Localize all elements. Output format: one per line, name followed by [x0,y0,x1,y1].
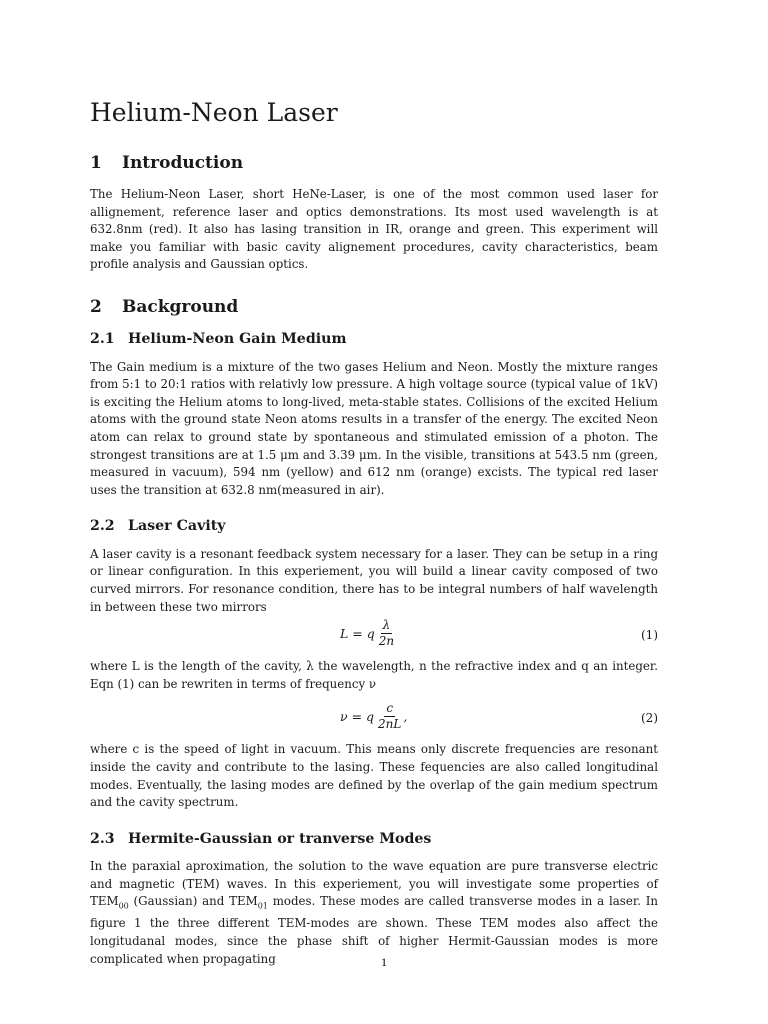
text-run: (Gaussian) and TEM [128,894,258,909]
equation-2-fraction [376,701,403,732]
subscript-01: 01 [257,901,268,911]
cavity-paragraph-2: where L is the length of the cavity, λ the wavelength, n the refractive index and q an integer. Eqn (1) can be rewriten in terms of frequency ν [90,659,658,691]
section-title: Background [122,297,239,318]
text-run: modes. These modes are called transverse modes in a laser. In figure 1 the three different TEM-modes are shown. These TEM modes also affect the longitudanal modes, since the phase shift of higher Hermit-Gaussian modes is more complicated when propagating [90,894,659,966]
introduction-paragraph: The Helium-Neon Laser, short HeNe-Laser, is one of the most common used laser for allignement, reference laser and optics demonstrations. Its most used wavelength is at 632.8nm (red). It also has lasing transition in IR, orange and green. This experiment will make you familiar with basic cavity alignement procedures, cavity characteristics, beam profile analysis and Gaussian optics. [90,187,658,272]
text-run: In the paraxial aproximation, the solution to the wave equation are pure transverse electric and magnetic (TEM) waves. In this experiement, you will investigate some properties of TEM [90,859,658,909]
section-number: 2 [90,297,102,318]
subsection-title: Helium-Neon Gain Medium [128,331,347,348]
subsection-heading-transverse-modes [90,830,658,848]
subsection-heading-laser-cavity [90,517,658,535]
equation-1-fraction [377,618,396,649]
equation-1 [90,616,658,658]
equation-2-numerator: c [386,701,394,716]
section-number: 1 [90,153,102,173]
equation-1-number: (1) [641,628,658,643]
equation-2-denominator: 2nL [378,717,402,732]
subsection-number: 2.2 [90,518,115,535]
equation-2-trailing-comma: , [403,709,408,725]
equation-2 [90,699,658,741]
subsection-heading-gain-medium [90,330,658,348]
equation-2-lhs: ν = q [340,709,375,725]
equation-1-numerator: λ [382,618,391,633]
cavity-paragraph-3: where c is the speed of light in vacuum. This means only discrete frequencies are resonant inside the cavity and contribute to the lasing. These fequencies are also called longitudinal modes. Eventually, the lasing modes are defined by the overlap of the gain medium spectrum and the cavity spectrum. [90,742,658,810]
page-title: Helium-Neon Laser [90,98,338,127]
page-number: 1 [381,955,387,969]
subsection-title: Laser Cavity [128,518,226,535]
equation-1-lhs: L = q [340,626,375,642]
subsection-number: 2.3 [90,830,115,847]
section-heading-introduction [90,152,658,174]
equation-1-denominator: 2n [378,634,395,649]
section-title: Introduction [122,153,244,173]
section-heading-background [90,296,658,318]
subscript-00: 00 [118,901,129,911]
gain-medium-paragraph: The Gain medium is a mixture of the two gases Helium and Neon. Mostly the mixture ranges from 5:1 to 20:1 ratios with relativly low pressure. A high voltage source (typical value of 1kV) is exciting the Helium atoms to long-lived, meta-stable states. Collisions of the excited Helium atoms with the ground state Neon atoms results in a transfer of the energy. The excited Neon atom can relax to ground state by spontaneous and stimulated emission of a photon. The strongest transitions are at 1.5 μm and 3.39 μm. In the visible, transitions at 543.5 nm (green, measured in vacuum), 594 nm (yellow) and 612 nm (orange) excists. The typical red laser uses the transition at 632.8 nm(measured in air). [90,359,658,497]
equation-2-number: (2) [641,711,658,726]
subsection-number: 2.1 [90,331,115,348]
transverse-modes-paragraph [90,858,658,968]
subsection-title: Hermite-Gaussian or tranverse Modes [128,830,432,847]
cavity-paragraph-1: A laser cavity is a resonant feedback system necessary for a laser. They can be setup in a ring or linear configuration. In this experiement, you will build a linear cavity composed of two curved mirrors. For resonance condition, there has to be integral numbers of half wavelength in between these two mirrors [90,546,658,614]
